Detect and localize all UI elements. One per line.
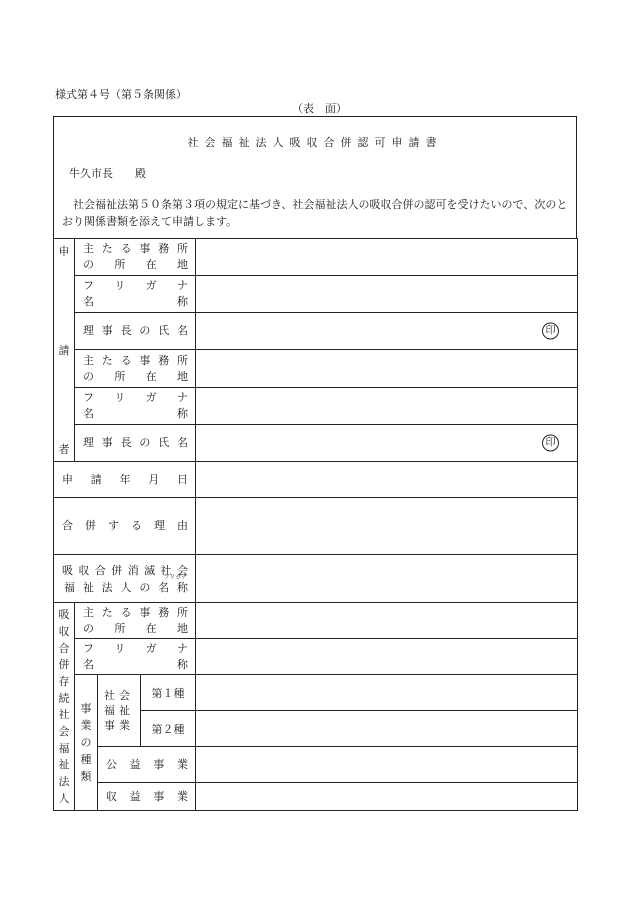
side-label: （表 面） bbox=[292, 102, 347, 115]
label-line-2: の 所 在 地 bbox=[83, 621, 188, 635]
label-surviving-name bbox=[75, 639, 196, 675]
label-text: 理 事 長 の 氏 名 bbox=[83, 435, 188, 449]
input-surviving-office[interactable] bbox=[196, 603, 578, 639]
label-type2: 第２種 bbox=[141, 711, 196, 747]
label-office-address bbox=[75, 239, 196, 276]
input-merger-reason[interactable] bbox=[196, 498, 578, 555]
input-type2[interactable] bbox=[196, 711, 578, 747]
label-office-address-2 bbox=[75, 350, 196, 387]
input-dissolved-corp-name[interactable] bbox=[196, 555, 578, 603]
profit-row bbox=[54, 783, 578, 811]
form-number: 様式第４号（第５条関係） bbox=[55, 88, 187, 101]
label-line-2: の 所 在 地 bbox=[83, 258, 188, 272]
input-chief-name[interactable] bbox=[196, 313, 578, 350]
label-profit bbox=[98, 783, 196, 811]
label-furigana-name-2 bbox=[75, 387, 196, 424]
label-line-2: の 所 在 地 bbox=[83, 369, 188, 383]
label-furigana-name bbox=[75, 276, 196, 313]
surviving-name-row bbox=[54, 639, 578, 675]
form-title: 社会福祉法人吸収合併認可申請書 bbox=[187, 136, 443, 149]
input-office-address-2[interactable] bbox=[196, 350, 578, 387]
dissolved-corp-row bbox=[54, 555, 578, 603]
furigana-ruby: フリガナ bbox=[163, 573, 188, 581]
surviving-office-row bbox=[54, 603, 578, 639]
applicant-name-row bbox=[54, 276, 578, 313]
label-line-1: フ リ ガ ナ bbox=[83, 641, 188, 655]
applicant-name-row-2 bbox=[54, 387, 578, 424]
label-line-1: フ リ ガ ナ bbox=[83, 279, 188, 293]
type1-row bbox=[54, 675, 578, 711]
applicant-office-row bbox=[54, 239, 578, 276]
label-chief-name-2 bbox=[75, 424, 196, 461]
label-line-2: 名 称 bbox=[83, 295, 189, 309]
label-text: 公 益 事 業 bbox=[106, 757, 189, 771]
label-merger-reason bbox=[54, 498, 196, 555]
form-header-box bbox=[53, 116, 577, 238]
label-type1: 第１種 bbox=[141, 675, 196, 711]
label-line-1: 主 た る 事 務 所 bbox=[83, 242, 188, 256]
application-body: 社会福祉法第５０条第３項の規定に基づき、社会福祉法人の吸収合併の認可を受けたいので、次のとおり関係書類を添えて申請します。 bbox=[62, 198, 568, 228]
label-line-2: 福 祉 法 人 の 名 称 bbox=[64, 580, 188, 594]
addressee: 牛久市長 殿 bbox=[69, 167, 146, 180]
seal-icon: 印 bbox=[542, 434, 559, 451]
label-line-2: 名 称 bbox=[83, 406, 189, 420]
label-surviving-office bbox=[75, 603, 196, 639]
merger-reason-row bbox=[54, 498, 578, 555]
public-interest-row bbox=[54, 747, 578, 783]
label-line-1: 主 た る 事 務 所 bbox=[83, 605, 188, 619]
label-chief-name bbox=[75, 313, 196, 350]
label-line-1: フ リ ガ ナ bbox=[83, 390, 188, 404]
input-public-interest[interactable] bbox=[196, 747, 578, 783]
applicant-chief-row-2 bbox=[54, 424, 578, 461]
label-text: 収 益 事 業 bbox=[106, 789, 189, 803]
surviving-group-label: 吸 収 合 併 存 続 社 会 福 祉 法 人 bbox=[54, 603, 75, 811]
application-table bbox=[53, 238, 578, 811]
label-dissolved-corp bbox=[54, 555, 196, 603]
input-corp-name-2[interactable] bbox=[196, 387, 578, 424]
label-line-1: 主 た る 事 務 所 bbox=[83, 353, 188, 367]
applicant-office-row-2 bbox=[54, 350, 578, 387]
label-line-1: 吸 収 合 併 消 滅 社 会 bbox=[62, 563, 188, 577]
label-line-2: 名 称 bbox=[83, 657, 189, 671]
input-application-date[interactable] bbox=[196, 462, 578, 498]
input-surviving-name[interactable] bbox=[196, 639, 578, 675]
input-profit[interactable] bbox=[196, 783, 578, 811]
applicant-chief-row bbox=[54, 313, 578, 350]
label-text: 理 事 長 の 氏 名 bbox=[83, 324, 188, 338]
seal-icon: 印 bbox=[542, 323, 559, 340]
label-text: 合 併 す る 理 由 bbox=[62, 519, 188, 532]
input-type1[interactable] bbox=[196, 675, 578, 711]
label-text: 申 請 年 月 日 bbox=[62, 472, 188, 486]
label-public-interest bbox=[98, 747, 196, 783]
label-application-date bbox=[54, 462, 196, 498]
business-types-label: 事 業 の 種 類 bbox=[75, 675, 98, 811]
application-date-row bbox=[54, 462, 578, 498]
input-corp-name[interactable] bbox=[196, 276, 578, 313]
social-welfare-label: 社会 福祉 事業 bbox=[98, 675, 141, 747]
input-office-address[interactable] bbox=[196, 239, 578, 276]
applicant-group-label: 申 請 者 bbox=[54, 239, 75, 462]
input-chief-name-2[interactable] bbox=[196, 424, 578, 461]
